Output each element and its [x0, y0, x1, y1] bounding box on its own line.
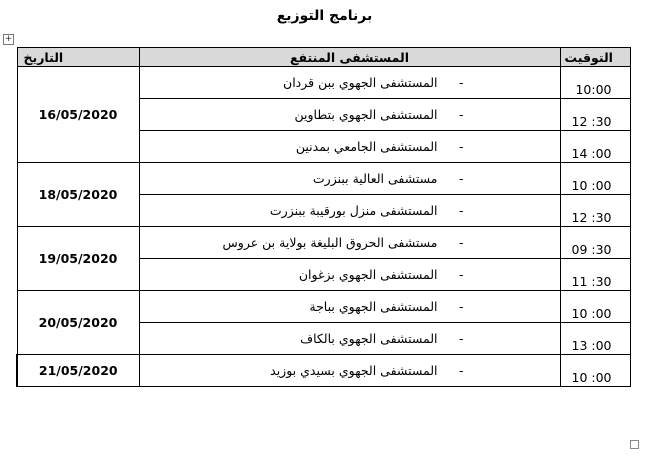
date-cell: 18/05/2020	[17, 163, 139, 227]
hospital-cell	[139, 67, 560, 99]
time-cell: 10:00	[560, 67, 630, 99]
hospital-name: المستشفى الجهوي بباجة	[309, 299, 438, 314]
hospital-name: مستشفى الحروق البليغة بولاية بن عروس	[222, 235, 438, 250]
distribution-schedule-table	[16, 47, 631, 387]
hospital-name: مستشفى العالية ببنزرت	[312, 171, 438, 186]
list-dash: -	[458, 267, 464, 282]
hospital-name: المستشفى الجهوي ببن قردان	[283, 75, 438, 90]
table-row	[17, 227, 630, 259]
time-cell: 11 :30	[560, 259, 630, 291]
time-cell: 09 :30	[560, 227, 630, 259]
hospital-cell	[139, 259, 560, 291]
list-dash: -	[458, 331, 464, 346]
table-row	[17, 355, 630, 387]
time-cell: 10 :00	[560, 355, 630, 387]
hospital-name: المستشفى الجهوي بزغوان	[298, 267, 438, 282]
time-cell: 10 :00	[560, 291, 630, 323]
list-dash: -	[458, 203, 464, 218]
time-cell: 12 :30	[560, 99, 630, 131]
hospital-name: المستشفى الجهوي بتطاوين	[294, 107, 438, 122]
document-title: برنامج التوزيع	[276, 8, 373, 24]
header-time: التوقيت	[560, 48, 630, 67]
date-cell: 20/05/2020	[17, 291, 139, 355]
time-cell: 12 :30	[560, 195, 630, 227]
date-cell: 21/05/2020	[17, 355, 139, 387]
hospital-name: المستشفى منزل بورقيبة ببنزرت	[269, 203, 438, 218]
hospital-cell	[139, 99, 560, 131]
date-cell: 19/05/2020	[17, 227, 139, 291]
table-row	[17, 163, 630, 195]
table-resize-handle[interactable]	[630, 440, 639, 449]
hospital-cell	[139, 131, 560, 163]
hospital-name: المستشفى الجهوي بالكاف	[300, 331, 438, 346]
list-dash: -	[458, 171, 464, 186]
list-dash: -	[458, 299, 464, 314]
time-cell: 10 :00	[560, 163, 630, 195]
time-cell: 14 :00	[560, 131, 630, 163]
hospital-cell	[139, 355, 560, 387]
list-dash: -	[458, 107, 464, 122]
hospital-name: المستشفى الجامعي بمدنين	[295, 139, 438, 154]
list-dash: -	[458, 139, 464, 154]
hospital-name: المستشفى الجهوي بسيدي بوزيد	[270, 363, 438, 378]
date-cell: 16/05/2020	[17, 67, 139, 163]
header-hospital: المستشفى المنتفع	[139, 48, 560, 67]
list-dash: -	[458, 75, 464, 90]
time-cell: 13 :00	[560, 323, 630, 355]
table-row	[17, 291, 630, 323]
table-header-row	[17, 48, 630, 67]
list-dash: -	[458, 235, 464, 250]
hospital-cell	[139, 195, 560, 227]
table-row	[17, 67, 630, 99]
hospital-cell	[139, 227, 560, 259]
header-date: التاريخ	[17, 48, 139, 67]
hospital-cell	[139, 291, 560, 323]
hospital-cell	[139, 323, 560, 355]
list-dash: -	[458, 363, 464, 378]
hospital-cell	[139, 163, 560, 195]
table-move-handle-icon[interactable]: +	[4, 34, 13, 44]
